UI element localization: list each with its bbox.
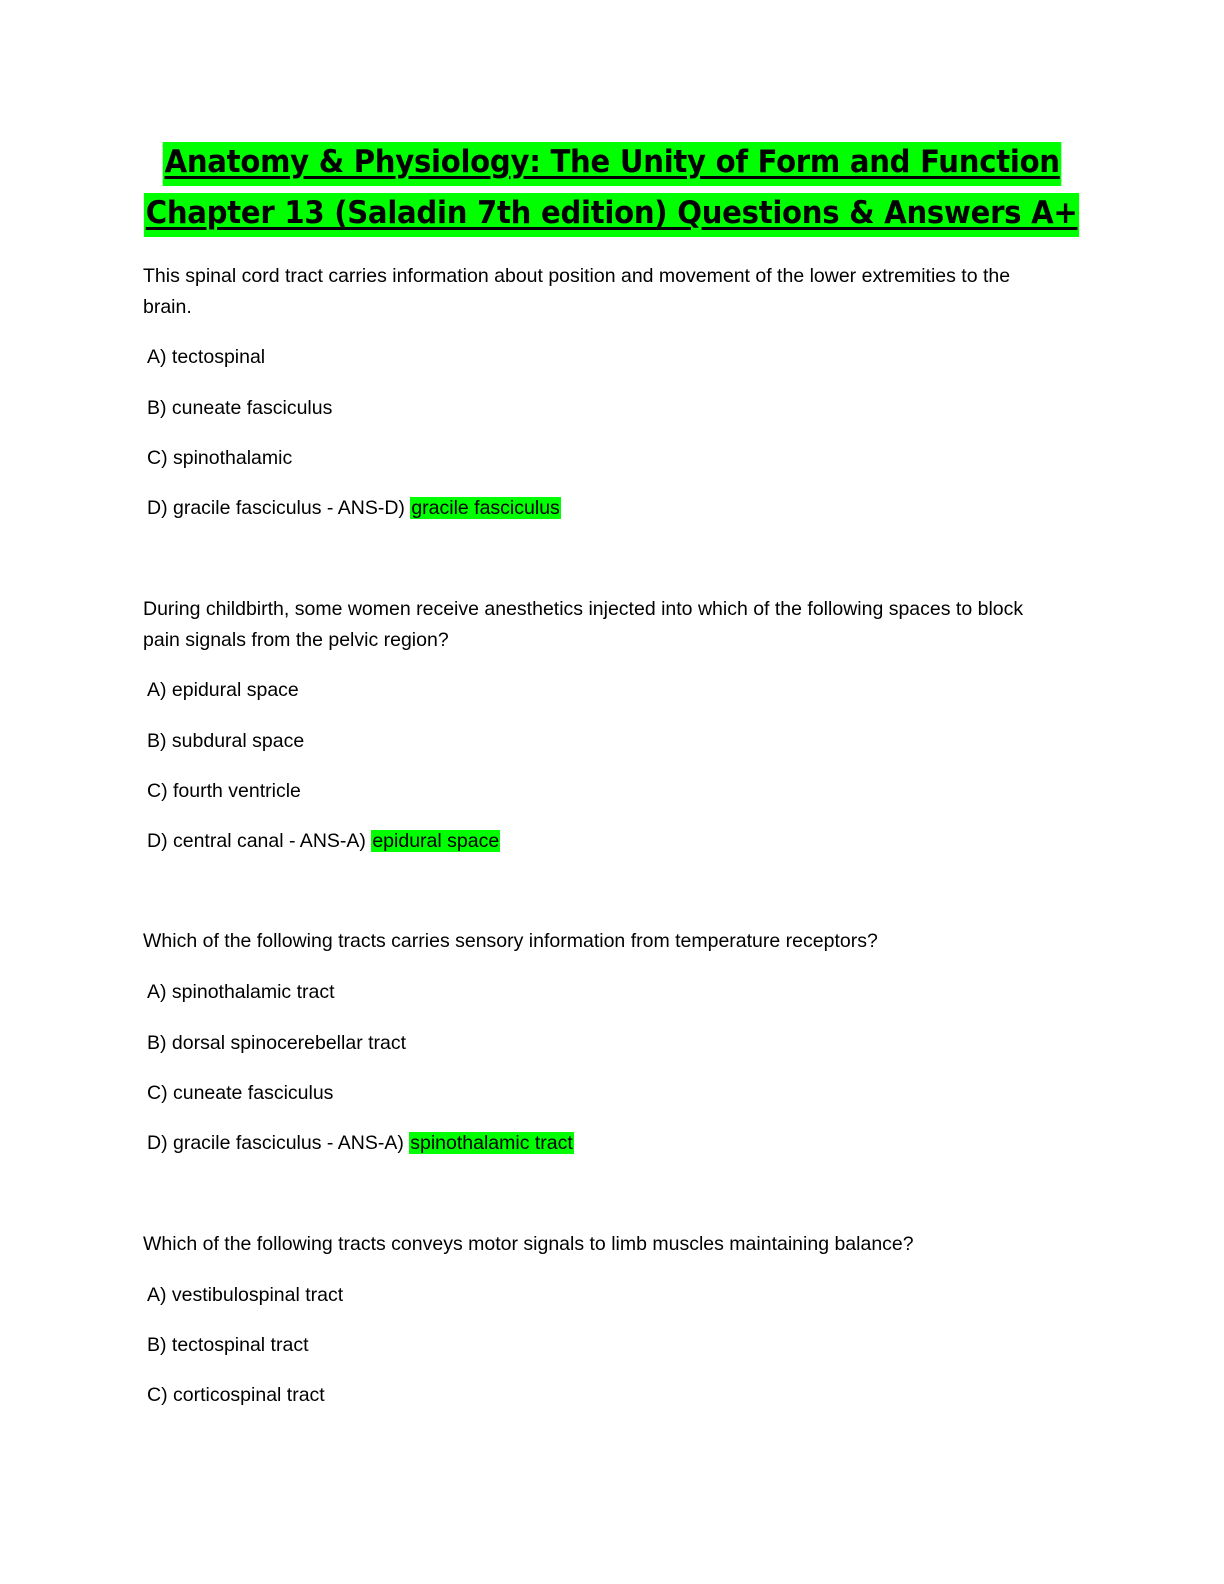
question-2-option-a: A) epidural space <box>147 679 299 701</box>
document-subtitle: Chapter 13 (Saladin 7th edition) Questions & Answers A+ <box>144 193 1080 237</box>
question-1-option-d <box>147 496 561 520</box>
question-2-option-b: B) subdural space <box>147 730 305 752</box>
question-3-text: Which of the following tracts carries sensory information from temperature receptors? <box>143 930 878 952</box>
question-3-option-c: C) cuneate fasciculus <box>147 1082 334 1104</box>
question-4-option-b: B) tectospinal tract <box>147 1334 309 1356</box>
question-2-option-c: C) fourth ventricle <box>147 780 301 802</box>
question-2-option-d <box>147 829 500 853</box>
question-1-option-b: B) cuneate fasciculus <box>147 397 333 419</box>
question-3-option-d-text: D) gracile fasciculus - ANS-A) <box>147 1132 410 1154</box>
document-title: Anatomy & Physiology: The Unity of Form and Function <box>163 142 1062 186</box>
question-1-option-c: C) spinothalamic <box>147 447 293 469</box>
title-line-2 <box>0 193 1224 237</box>
question-2-text: During childbirth, some women receive anesthetics injected into which of the following spaces to block pain signals from the pelvic region? <box>143 598 1024 651</box>
question-3-answer: spinothalamic tract <box>410 1132 573 1154</box>
question-2-answer: epidural space <box>372 830 500 852</box>
question-3-option-b: B) dorsal spinocerebellar tract <box>147 1032 407 1054</box>
title-line-1 <box>0 142 1224 186</box>
question-2-option-d-text: D) central canal - ANS-A) <box>147 830 372 852</box>
question-4-option-c: C) corticospinal tract <box>147 1384 325 1406</box>
question-1-answer: gracile fasciculus <box>411 497 560 519</box>
question-4-text: Which of the following tracts conveys motor signals to limb muscles maintaining balance? <box>143 1233 914 1255</box>
question-1-option-a: A) tectospinal <box>147 346 266 368</box>
question-1-text: This spinal cord tract carries information about position and movement of the lower extremities to the brain. <box>143 265 1011 318</box>
question-3-option-a: A) spinothalamic tract <box>147 981 335 1003</box>
question-3-option-d <box>147 1131 574 1155</box>
question-4-option-a: A) vestibulospinal tract <box>147 1284 344 1306</box>
question-1-option-d-text: D) gracile fasciculus - ANS-D) <box>147 497 411 519</box>
